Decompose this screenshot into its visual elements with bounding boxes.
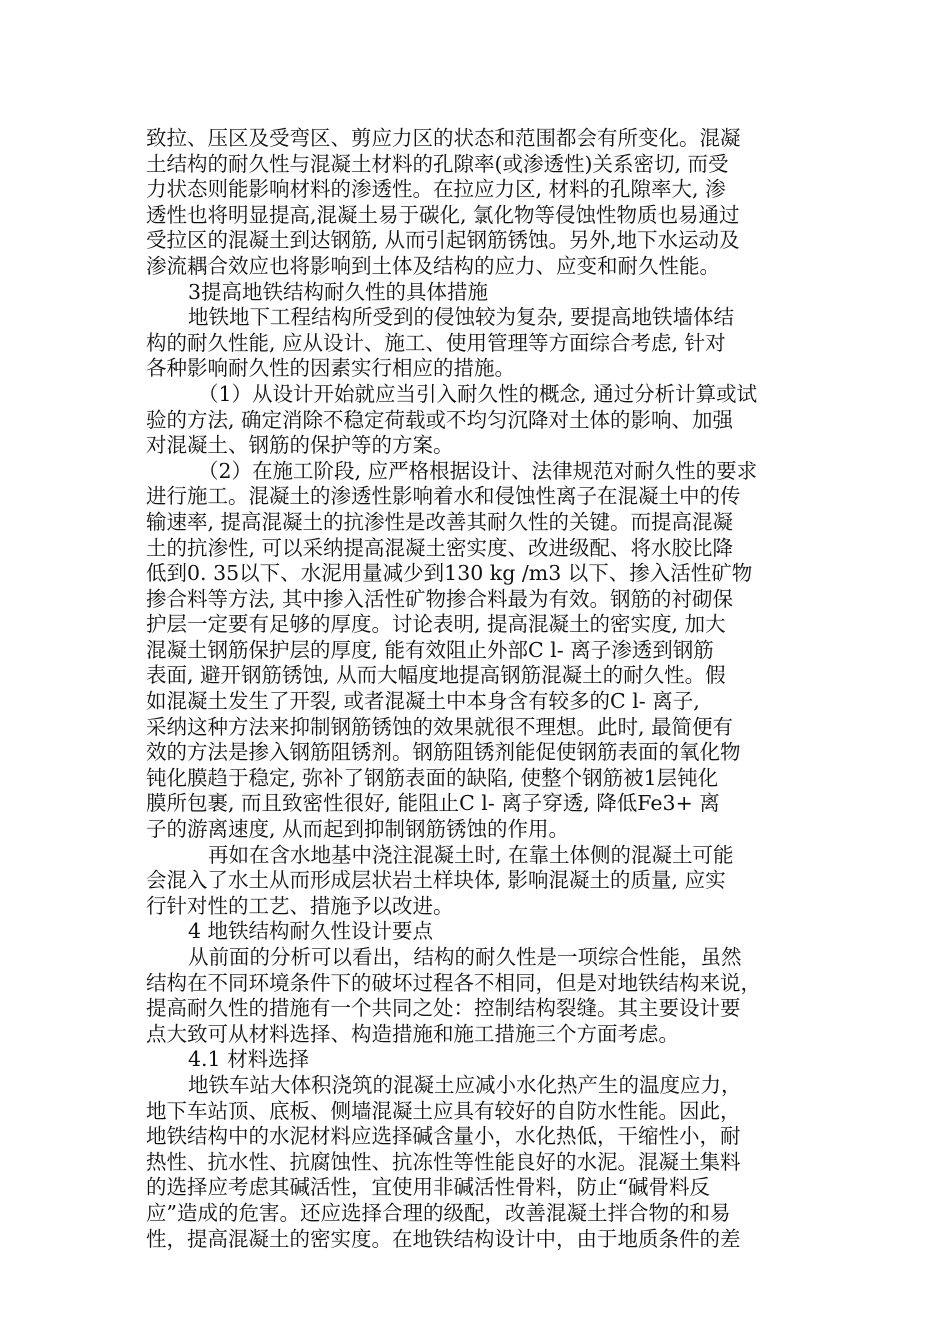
text-line: 子的游离速度, 从而起到抑制钢筋锈蚀的作用。 — [146, 817, 570, 842]
text-line: 行针对性的工艺、措施予以改进。 — [146, 893, 454, 918]
text-line: 地下车站顶、底板、侧墙混凝土应具有较好的自防水性能。因此， — [146, 1098, 741, 1123]
text-line: 应”造成的危害。还应选择合理的级配，改善混凝土拌合物的和易 — [146, 1200, 731, 1225]
text-line: 的选择应考虑其碱活性，宜使用非碱活性骨料，防止“碱骨料反 — [146, 1175, 710, 1200]
text-line: 4 地铁结构耐久性设计要点 — [188, 919, 434, 944]
text-line: 地铁车站大体积浇筑的混凝土应减小水化热产生的温度应力， — [188, 1072, 742, 1097]
text-line: 热性、抗水性、抗腐蚀性、抗冻性等性能良好的水泥。混凝土集料 — [146, 1149, 741, 1174]
text-line: 各种影响耐久性的因素实行相应的措施。 — [146, 356, 515, 381]
text-line: 结构在不同环境条件下的破坏过程各不相同，但是对地铁结构来说， — [146, 970, 761, 995]
text-line: 进行施工。混凝土的渗透性影响着水和侵蚀性离子在混凝土中的传 — [146, 484, 741, 509]
text-line: 验的方法, 确定消除不稳定荷载或不均匀沉降对土体的影响、加强 — [146, 407, 734, 432]
text-line: 采纳这种方法来抑制钢筋锈蚀的效果就很不理想。此时, 最简便有 — [146, 714, 734, 739]
text-line: 受拉区的混凝土到达钢筋, 从而引起钢筋锈蚀。另外,地下水运动及 — [146, 228, 740, 253]
text-line: 渗流耦合效应也将影响到土体及结构的应力、应变和耐久性能。 — [146, 253, 720, 278]
text-line: 致拉、压区及受弯区、剪应力区的状态和范围都会有所变化。混凝 — [146, 126, 741, 150]
text-line: 提高耐久性的措施有一个共同之处：控制结构裂缝。其主要设计要 — [146, 996, 741, 1021]
text-line: 效的方法是掺入钢筋阻锈剂。钢筋阻锈剂能促使钢筋表面的氧化物 — [146, 740, 741, 765]
text-line: 低到0. 35以下、水泥用量减少到130 kg /m3 以下、掺入活性矿物 — [146, 561, 753, 586]
text-line: 土结构的耐久性与混凝土材料的孔隙率(或渗透性)关系密切, 而受 — [146, 151, 729, 176]
text-line: 掺合料等方法, 其中掺入活性矿物掺合料最为有效。钢筋的衬砌保 — [146, 586, 734, 611]
text-line: 对混凝土、钢筋的保护等的方案。 — [146, 433, 454, 458]
text-line: 再如在含水地基中浇注混凝土时, 在靠土体侧的混凝土可能 — [208, 842, 734, 867]
text-line: 土的抗渗性, 可以采纳提高混凝土密实度、改进级配、将水胶比降 — [146, 535, 734, 560]
body-text — [146, 126, 796, 1252]
text-line: 点大致可从材料选择、构造措施和施工措施三个方面考虑。 — [146, 1021, 679, 1046]
text-line: 3提高地铁结构耐久性的具体措施 — [188, 279, 489, 304]
text-line: 地铁结构中的水泥材料应选择碱含量小，水化热低，干缩性小，耐 — [146, 1124, 741, 1149]
text-line: 会混入了水土从而形成层状岩土样块体, 影响混凝土的质量, 应实 — [146, 868, 726, 893]
text-line: 输速率, 提高混凝土的抗渗性是改善其耐久性的关键。而提高混凝 — [146, 509, 734, 534]
text-line: 混凝土钢筋保护层的厚度, 能有效阻止外部C l- 离子渗透到钢筋 — [146, 637, 714, 662]
text-line: 力状态则能影响材料的渗透性。在拉应力区, 材料的孔隙率大, 渗 — [146, 177, 726, 202]
text-line: 地铁地下工程结构所受到的侵蚀较为复杂, 要提高地铁墙体结 — [188, 305, 735, 330]
text-line: 膜所包裹, 而且致密性很好, 能阻止C l- 离子穿透, 降低Fe3+ 离 — [146, 791, 720, 816]
text-line: 表面, 避开钢筋锈蚀, 从而大幅度地提高钢筋混凝土的耐久性。假 — [146, 663, 726, 688]
text-line: 4.1 材料选择 — [188, 1047, 310, 1072]
text-line: （1）从设计开始就应当引入耐久性的概念, 通过分析计算或试 — [198, 381, 758, 406]
text-line: 性，提高混凝土的密实度。在地铁结构设计中，由于地质条件的差 — [146, 1226, 741, 1251]
text-line: 透性也将明显提高,混凝土易于碳化, 氯化物等侵蚀性物质也易通过 — [146, 202, 740, 227]
text-line: 从前面的分析可以看出，结构的耐久性是一项综合性能，虽然 — [188, 945, 742, 969]
text-line: 构的耐久性能, 应从设计、施工、使用管理等方面综合考虑, 针对 — [146, 330, 726, 355]
text-line: 如混凝土发生了开裂, 或者混凝土中本身含有较多的C l- 离子, — [146, 689, 700, 714]
text-line: 钝化膜趋于稳定, 弥补了钢筋表面的缺陷, 使整个钢筋被1层钝化 — [146, 765, 719, 790]
text-line: （2）在施工阶段, 应严格根据设计、法律规范对耐久性的要求 — [198, 458, 758, 483]
text-line: 护层一定要有足够的厚度。讨论表明, 提高混凝土的密实度, 加大 — [146, 612, 726, 637]
